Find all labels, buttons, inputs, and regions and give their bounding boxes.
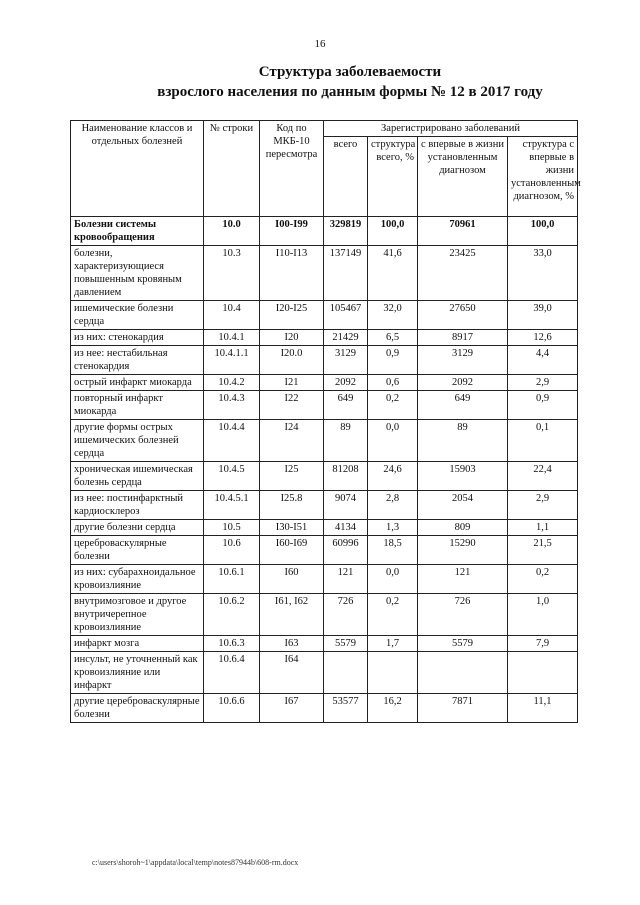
cell-structure-first: 21,5 <box>508 536 578 565</box>
cell-icd-code: I24 <box>260 420 324 462</box>
table-row <box>71 520 578 536</box>
cell-icd-code: I00-I99 <box>260 217 324 246</box>
cell-total: 81208 <box>324 462 368 491</box>
document-title <box>60 62 640 102</box>
table-row <box>71 652 578 694</box>
cell-icd-code: I21 <box>260 375 324 391</box>
cell-structure-total: 32,0 <box>368 301 418 330</box>
cell-row-no: 10.6.1 <box>204 565 260 594</box>
cell-structure-first: 33,0 <box>508 246 578 301</box>
cell-structure-first: 11,1 <box>508 694 578 723</box>
cell-icd-code: I30-I51 <box>260 520 324 536</box>
cell-name: из них: субарахноидальное кровоизлияние <box>71 565 204 594</box>
cell-first-time: 23425 <box>418 246 508 301</box>
cell-icd-code: I22 <box>260 391 324 420</box>
cell-structure-total: 41,6 <box>368 246 418 301</box>
cell-total: 726 <box>324 594 368 636</box>
header-row-no: № строки <box>204 121 260 217</box>
table-body <box>71 217 578 723</box>
cell-name: другие формы острых ишемических болезней сердца <box>71 420 204 462</box>
table-row <box>71 391 578 420</box>
header-structure-total: структура всего, % <box>368 137 418 217</box>
cell-icd-code: I20 <box>260 330 324 346</box>
cell-first-time: 649 <box>418 391 508 420</box>
title-line-2: взрослого населения по данным формы № 12 в 2017 году <box>157 84 543 100</box>
cell-structure-first: 12,6 <box>508 330 578 346</box>
table-row <box>71 375 578 391</box>
cell-name: повторный инфаркт миокарда <box>71 391 204 420</box>
cell-name: хроническая ишемическая болезнь сердца <box>71 462 204 491</box>
cell-structure-total: 16,2 <box>368 694 418 723</box>
cell-row-no: 10.4.2 <box>204 375 260 391</box>
cell-first-time: 726 <box>418 594 508 636</box>
cell-first-time: 70961 <box>418 217 508 246</box>
table-row <box>71 565 578 594</box>
table-row <box>71 594 578 636</box>
cell-first-time: 809 <box>418 520 508 536</box>
cell-icd-code: I60 <box>260 565 324 594</box>
cell-first-time: 27650 <box>418 301 508 330</box>
table-row <box>71 246 578 301</box>
cell-icd-code: I61, I62 <box>260 594 324 636</box>
cell-structure-first: 1,0 <box>508 594 578 636</box>
cell-row-no: 10.4.1 <box>204 330 260 346</box>
cell-structure-total <box>368 652 418 694</box>
cell-structure-first: 7,9 <box>508 636 578 652</box>
cell-row-no: 10.4.5.1 <box>204 491 260 520</box>
cell-first-time: 8917 <box>418 330 508 346</box>
cell-total: 121 <box>324 565 368 594</box>
cell-structure-total: 0,0 <box>368 565 418 594</box>
cell-icd-code: I67 <box>260 694 324 723</box>
table-row <box>71 694 578 723</box>
cell-icd-code: I25 <box>260 462 324 491</box>
cell-name: болезни, характеризующиеся повышенным кровяным давлением <box>71 246 204 301</box>
cell-total: 21429 <box>324 330 368 346</box>
cell-structure-total: 24,6 <box>368 462 418 491</box>
cell-name: Болезни системы кровообращения <box>71 217 204 246</box>
table-row <box>71 491 578 520</box>
cell-structure-first: 0,9 <box>508 391 578 420</box>
footer-file-path: c:\users\shoroh~1\appdata\local\temp\notes87944b\608-rm.docx <box>92 858 299 867</box>
cell-name: другие болезни сердца <box>71 520 204 536</box>
cell-structure-total: 0,6 <box>368 375 418 391</box>
cell-icd-code: I20-I25 <box>260 301 324 330</box>
cell-icd-code: I64 <box>260 652 324 694</box>
cell-row-no: 10.6.3 <box>204 636 260 652</box>
cell-row-no: 10.4 <box>204 301 260 330</box>
cell-icd-code: I10-I13 <box>260 246 324 301</box>
cell-structure-total: 1,3 <box>368 520 418 536</box>
cell-name: инфаркт мозга <box>71 636 204 652</box>
page-number: 16 <box>314 38 326 50</box>
table-row <box>71 636 578 652</box>
cell-structure-total: 18,5 <box>368 536 418 565</box>
cell-first-time <box>418 652 508 694</box>
cell-total: 137149 <box>324 246 368 301</box>
cell-row-no: 10.6 <box>204 536 260 565</box>
cell-structure-first: 1,1 <box>508 520 578 536</box>
table-row <box>71 330 578 346</box>
cell-icd-code: I60-I69 <box>260 536 324 565</box>
table-row <box>71 462 578 491</box>
cell-first-time: 3129 <box>418 346 508 375</box>
header-registered: Зарегистрировано заболеваний <box>324 121 578 137</box>
cell-structure-total: 100,0 <box>368 217 418 246</box>
cell-row-no: 10.4.3 <box>204 391 260 420</box>
table-row <box>71 346 578 375</box>
cell-structure-total: 0,9 <box>368 346 418 375</box>
cell-first-time: 5579 <box>418 636 508 652</box>
cell-first-time: 2054 <box>418 491 508 520</box>
cell-name: из нее: постинфарктный кардиосклероз <box>71 491 204 520</box>
cell-structure-total: 0,0 <box>368 420 418 462</box>
cell-first-time: 15903 <box>418 462 508 491</box>
cell-structure-first <box>508 652 578 694</box>
header-structure-first: структура с впервые в жизни установленным диагнозом, % <box>508 137 578 217</box>
cell-structure-total: 1,7 <box>368 636 418 652</box>
cell-first-time: 121 <box>418 565 508 594</box>
table-row <box>71 301 578 330</box>
cell-structure-first: 2,9 <box>508 491 578 520</box>
title-line-1: Структура заболеваемости <box>258 64 442 80</box>
cell-first-time: 89 <box>418 420 508 462</box>
cell-total <box>324 652 368 694</box>
cell-total: 5579 <box>324 636 368 652</box>
cell-total: 329819 <box>324 217 368 246</box>
cell-icd-code: I63 <box>260 636 324 652</box>
cell-icd-code: I20.0 <box>260 346 324 375</box>
cell-structure-first: 4,4 <box>508 346 578 375</box>
cell-name: острый инфаркт миокарда <box>71 375 204 391</box>
cell-structure-total: 0,2 <box>368 391 418 420</box>
cell-total: 9074 <box>324 491 368 520</box>
cell-total: 105467 <box>324 301 368 330</box>
cell-total: 3129 <box>324 346 368 375</box>
cell-name: из них: стенокардия <box>71 330 204 346</box>
header-first-time: с впервые в жизни установленным диагнозом <box>418 137 508 217</box>
cell-structure-first: 0,1 <box>508 420 578 462</box>
cell-structure-first: 100,0 <box>508 217 578 246</box>
cell-total: 89 <box>324 420 368 462</box>
cell-first-time: 2092 <box>418 375 508 391</box>
cell-structure-first: 22,4 <box>508 462 578 491</box>
cell-row-no: 10.6.4 <box>204 652 260 694</box>
header-row-1 <box>71 121 578 137</box>
table-row <box>71 536 578 565</box>
morbidity-table <box>70 120 581 723</box>
cell-structure-total: 2,8 <box>368 491 418 520</box>
cell-total: 53577 <box>324 694 368 723</box>
cell-structure-total: 6,5 <box>368 330 418 346</box>
cell-first-time: 15290 <box>418 536 508 565</box>
cell-structure-first: 0,2 <box>508 565 578 594</box>
table-row <box>71 420 578 462</box>
cell-name: из нее: нестабильная стенокардия <box>71 346 204 375</box>
cell-name: другие цереброваскулярные болезни <box>71 694 204 723</box>
header-icd-code: Код по МКБ-10 пересмотра <box>260 121 324 217</box>
cell-row-no: 10.4.1.1 <box>204 346 260 375</box>
cell-first-time: 7871 <box>418 694 508 723</box>
cell-row-no: 10.6.6 <box>204 694 260 723</box>
cell-name: цереброваскулярные болезни <box>71 536 204 565</box>
cell-name: инсульт, не уточненный как кровоизлияние или инфаркт <box>71 652 204 694</box>
cell-total: 4134 <box>324 520 368 536</box>
cell-row-no: 10.5 <box>204 520 260 536</box>
cell-total: 2092 <box>324 375 368 391</box>
cell-structure-first: 2,9 <box>508 375 578 391</box>
cell-row-no: 10.6.2 <box>204 594 260 636</box>
cell-structure-total: 0,2 <box>368 594 418 636</box>
header-name: Наименование классов и отдельных болезней <box>71 121 204 217</box>
cell-row-no: 10.4.4 <box>204 420 260 462</box>
table-row <box>71 217 578 246</box>
cell-structure-first: 39,0 <box>508 301 578 330</box>
cell-total: 649 <box>324 391 368 420</box>
cell-row-no: 10.4.5 <box>204 462 260 491</box>
cell-icd-code: I25.8 <box>260 491 324 520</box>
header-total: всего <box>324 137 368 217</box>
cell-name: внутримозговое и другое внутричерепное кровоизлияние <box>71 594 204 636</box>
cell-total: 60996 <box>324 536 368 565</box>
cell-row-no: 10.0 <box>204 217 260 246</box>
cell-row-no: 10.3 <box>204 246 260 301</box>
cell-name: ишемические болезни сердца <box>71 301 204 330</box>
